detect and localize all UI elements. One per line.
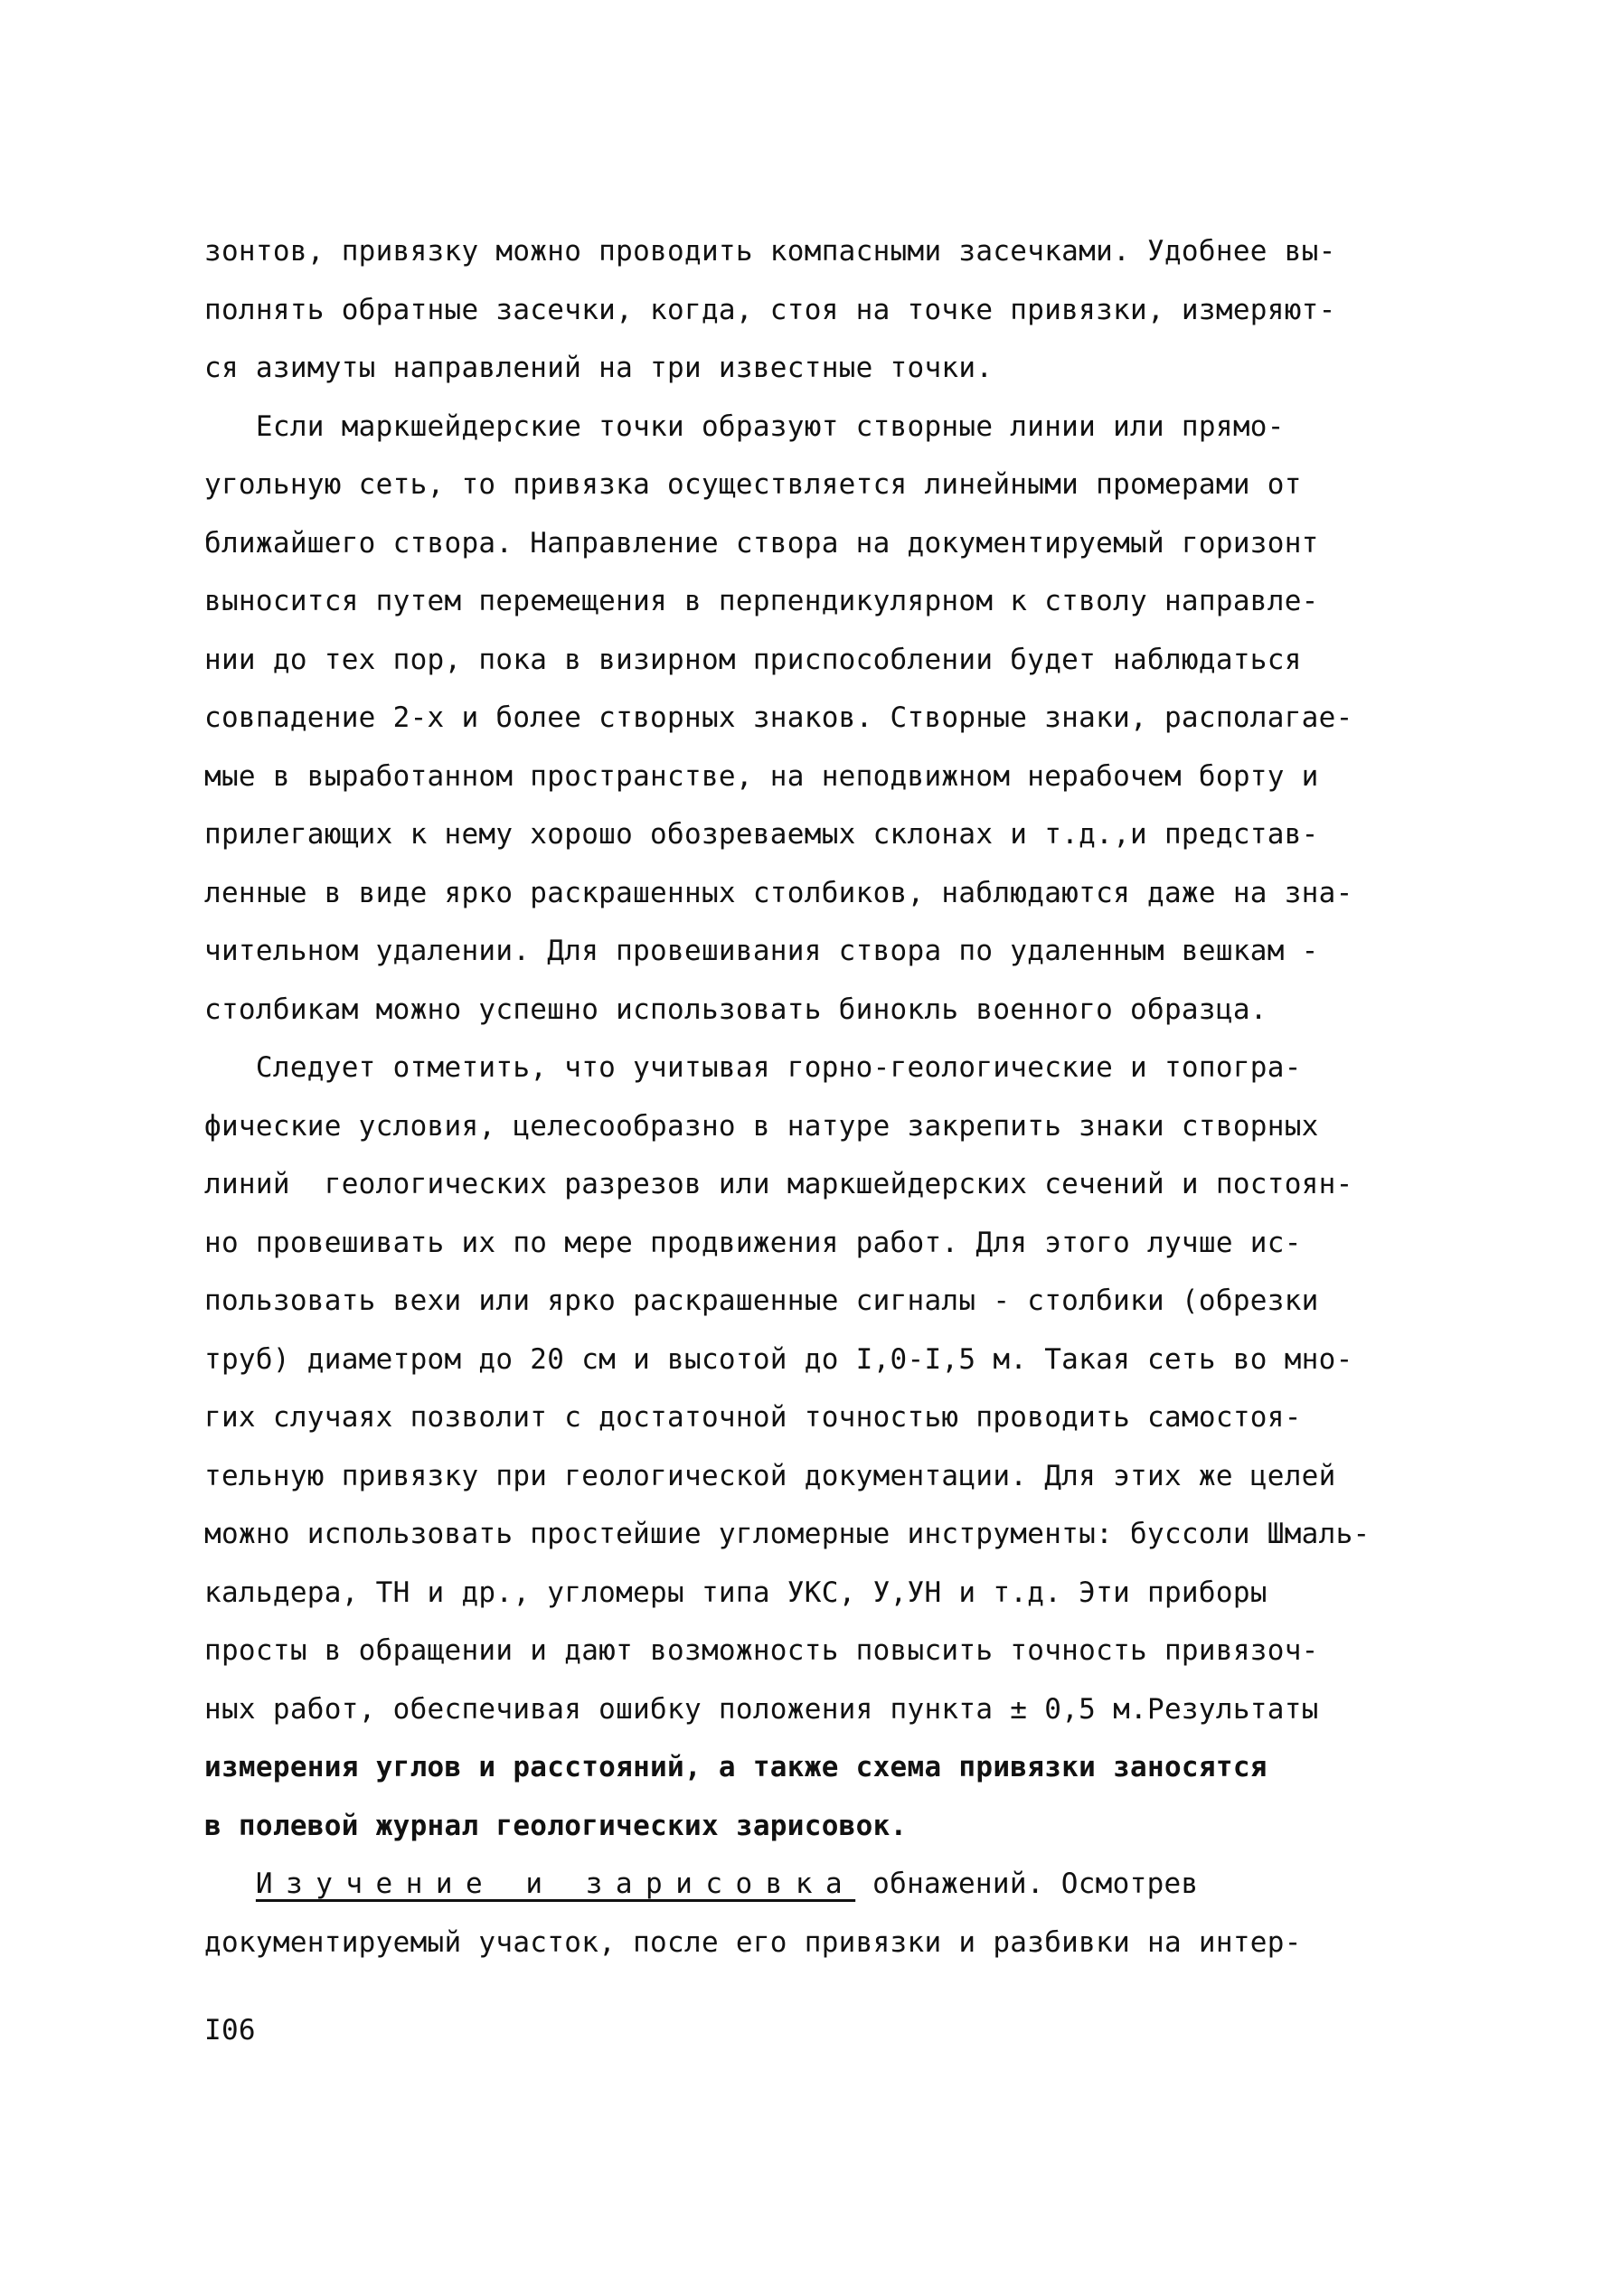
- text-line: выносится путем перемещения в перпендикулярном к стволу направле-: [204, 585, 1319, 617]
- section-heading-rest: обнажений. Осмотрев: [855, 1868, 1199, 1900]
- text-line: мые в выработанном пространстве, на неподвижном нерабочем борту и: [204, 759, 1319, 793]
- bold-text-line: в полевой журнал геологических зарисовок.: [204, 1809, 908, 1842]
- text-line: ленные в виде ярко раскрашенных столбиков, наблюдаются даже на зна-: [204, 876, 1353, 909]
- text-line: прилегающих к нему хорошо обозреваемых склонах и т.д.,и представ-: [204, 818, 1319, 851]
- bold-text-line: измерения углов и расстояний, а также схема привязки заносятся: [204, 1751, 1267, 1783]
- page-number: I06: [204, 2014, 256, 2047]
- text-line: нии до тех пор, пока в визирном приспособлении будет наблюдаться: [204, 643, 1302, 676]
- text-line: ся азимуты направлений на три известные точки.: [204, 352, 994, 384]
- text-line: чительном удалении. Для провешивания створа по удаленным вешкам -: [204, 935, 1319, 967]
- text-line: труб) диаметром до 20 см и высотой до I,0-I,5 м. Такая сеть во мно-: [204, 1342, 1353, 1376]
- text-line: можно использовать простейшие угломерные инструменты: буссоли Шмаль-: [204, 1518, 1371, 1550]
- text-line: пользовать вехи или ярко раскрашенные сигналы - столбики (обрезки: [204, 1284, 1319, 1317]
- text-line: ных работ, обеспечивая ошибку положения пункта ± 0,5 м.Результаты: [204, 1692, 1319, 1726]
- section-heading-line: [204, 1855, 1443, 1914]
- text-line: зонтов, привязку можно проводить компасными засечками. Удобнее вы-: [204, 235, 1336, 268]
- text-line: гих случаях позволит с достаточной точностью проводить самостоя-: [204, 1401, 1302, 1434]
- text-line: ближайшего створа. Направление створа на документируемый горизонт: [204, 526, 1319, 560]
- text-line: тельную привязку при геологической документации. Для этих же целей: [204, 1459, 1336, 1492]
- text-line: линий геологических разрезов или маркшейдерских сечений и постоян-: [204, 1168, 1353, 1200]
- text-line: совпадение 2-х и более створных знаков. Створные знаки, располагае-: [204, 701, 1353, 734]
- text-line: полнять обратные засечки, когда, стоя на точке привязки, измеряют-: [204, 293, 1336, 326]
- text-line: фические условия, целесообразно в натуре закрепить знаки створных: [204, 1109, 1319, 1143]
- text-line: просты в обращении и дают возможность повысить точность привязоч-: [204, 1634, 1319, 1667]
- text-line: Если маркшейдерские точки образуют створные линии или прямо-: [204, 409, 1285, 443]
- body-text: [204, 222, 1443, 1971]
- text-line: Следует отметить, что учитывая горно-геологические и топогра-: [204, 1051, 1302, 1084]
- text-line: столбикам можно успешно использовать бинокль военного образца.: [204, 993, 1267, 1026]
- text-line: кальдера, ТН и др., угломеры типа УКС, У,УН и т.д. Эти приборы: [204, 1576, 1267, 1609]
- text-line: документируемый участок, после его привязки и разбивки на интер-: [204, 1925, 1302, 1959]
- text-line: угольную сеть, то привязка осуществляется линейными промерами от: [204, 468, 1302, 501]
- section-heading: Изучение и зарисовка: [255, 1868, 856, 1900]
- text-line: но провешивать их по мере продвижения работ. Для этого лучше ис-: [204, 1226, 1302, 1259]
